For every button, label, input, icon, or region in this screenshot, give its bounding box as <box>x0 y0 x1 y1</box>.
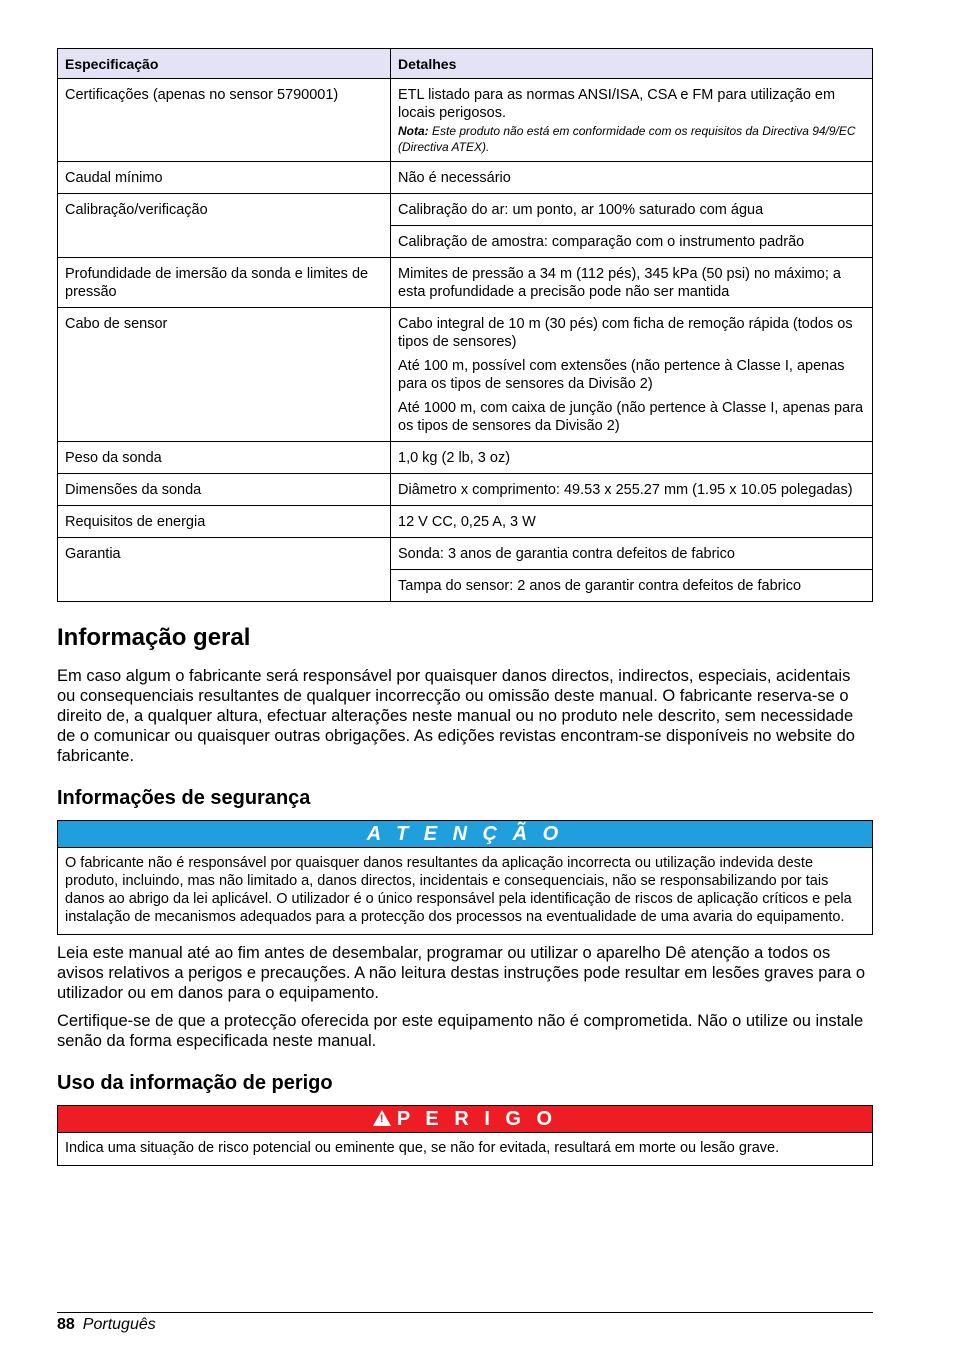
spec-cell: Dimensões da sonda <box>58 474 391 506</box>
note-text: Este produto não está em conformidade com os requisitos da Directiva 94/9/EC (Directiva ATEX). <box>398 124 856 154</box>
spec-cell: Peso da sonda <box>58 442 391 474</box>
note <box>398 123 865 155</box>
warning-box <box>57 820 873 935</box>
details-cell: Não é necessário <box>391 162 873 194</box>
danger-box <box>57 1105 873 1166</box>
details-text: ETL listado para as normas ANSI/ISA, CSA e FM para utilização em locais perigosos. <box>398 87 836 121</box>
spec-cell: Profundidade de imersão da sonda e limites de pressão <box>58 258 391 308</box>
warning-text: O fabricante não é responsável por quaisquer danos resultantes da aplicação incorrecta ou utilização indevida deste produto, incluindo, mas não limitado a, danos directos, incidentais e consequenciais, não se responsabilizando por tais danos ao abrigo da lei aplicável. O utilizador é o único responsável pela identificação de riscos de aplicação críticos e pela instalação de mecanismos adequados para a protecção dos processos na eventualidade de uma avaria do equipamento. <box>65 855 852 925</box>
specifications-table <box>57 48 873 602</box>
details-cell <box>391 308 873 442</box>
safety-paragraph: Leia este manual até ao fim antes de desembalar, programar ou utilizar o aparelho Dê atenção a todos os avisos relativos a perigos e precauções. A não leitura destas instruções pode resultar em lesões graves para o utilizador ou em danos para o equipamento. <box>57 944 866 1002</box>
page-number: 88 <box>57 1316 75 1333</box>
table-row <box>58 474 873 506</box>
danger-title: P E R I G O <box>396 1108 558 1130</box>
spec-cell: Caudal mínimo <box>58 162 391 194</box>
details-cell: 1,0 kg (2 lb, 3 oz) <box>391 442 873 474</box>
column-header-specification: Especificação <box>58 49 391 79</box>
footer-language: Português <box>82 1316 156 1333</box>
table-row <box>58 506 873 538</box>
page-content <box>57 48 873 1166</box>
details-cell: Tampa do sensor: 2 anos de garantir contra defeitos de fabrico <box>391 570 873 602</box>
details-cell <box>391 79 873 162</box>
details-text: Cabo integral de 10 m (30 pés) com ficha de remoção rápida (todos os tipos de sensores) <box>398 316 853 350</box>
table-row <box>58 258 873 308</box>
page-footer <box>57 1312 873 1335</box>
spec-cell: Cabo de sensor <box>58 308 391 442</box>
details-cell: Mimites de pressão a 34 m (112 pés), 345 kPa (50 psi) no máximo; a esta profundidade a precisão pode não ser mantida <box>391 258 873 308</box>
table-row <box>58 308 873 442</box>
note-label: Nota: <box>398 124 429 138</box>
table-row <box>58 442 873 474</box>
warning-title: A T E N Ç Ã O <box>58 821 872 848</box>
table-row <box>58 194 873 226</box>
safety-paragraph: Certifique-se de que a protecção oferecida por este equipamento não é comprometida. Não o utilize ou instale senão da forma especificada neste manual. <box>57 1012 864 1050</box>
spec-cell: Garantia <box>58 538 391 602</box>
table-row <box>58 162 873 194</box>
section-heading-safety: Informações de segurança <box>57 787 311 809</box>
section-heading-hazard: Uso da informação de perigo <box>57 1072 333 1094</box>
table-header-row <box>58 49 873 79</box>
details-cell: 12 V CC, 0,25 A, 3 W <box>391 506 873 538</box>
danger-text: Indica uma situação de risco potencial ou eminente que, se não for evitada, resultará em morte ou lesão grave. <box>65 1140 780 1156</box>
details-text: Até 1000 m, com caixa de junção (não pertence à Classe I, apenas para os tipos de sensores da Divisão 2) <box>398 400 864 434</box>
details-cell: Diâmetro x comprimento: 49.53 x 255.27 mm (1.95 x 10.05 polegadas) <box>391 474 873 506</box>
details-cell: Sonda: 3 anos de garantia contra defeitos de fabrico <box>391 538 873 570</box>
general-paragraph: Em caso algum o fabricante será responsável por quaisquer danos directos, indirectos, especiais, acidentais ou consequenciais resultantes de qualquer incorrecção ou omissão deste manual. O fabricante reserva-se o direito de, a qualquer altura, efectuar alterações neste manual ou no produto nele descrito, sem necessidade de o comunicar ou quaisquer outras obrigações. As edições revistas encontram-se disponíveis no website do fabricante. <box>57 667 855 765</box>
details-text: Até 100 m, possível com extensões (não pertence à Classe I, apenas para os tipos de sensores da Divisão 2) <box>398 358 845 392</box>
spec-cell: Requisitos de energia <box>58 506 391 538</box>
spec-cell: Certificações (apenas no sensor 5790001) <box>58 79 391 162</box>
table-row <box>58 538 873 570</box>
warning-triangle-icon: ! <box>373 1110 391 1126</box>
spec-cell: Calibração/verificação <box>58 194 391 258</box>
table-row <box>58 79 873 162</box>
details-cell: Calibração do ar: um ponto, ar 100% saturado com água <box>391 194 873 226</box>
section-heading-general: Informação geral <box>57 624 251 651</box>
column-header-details: Detalhes <box>391 49 873 79</box>
danger-header <box>58 1106 872 1133</box>
details-cell: Calibração de amostra: comparação com o instrumento padrão <box>391 226 873 258</box>
